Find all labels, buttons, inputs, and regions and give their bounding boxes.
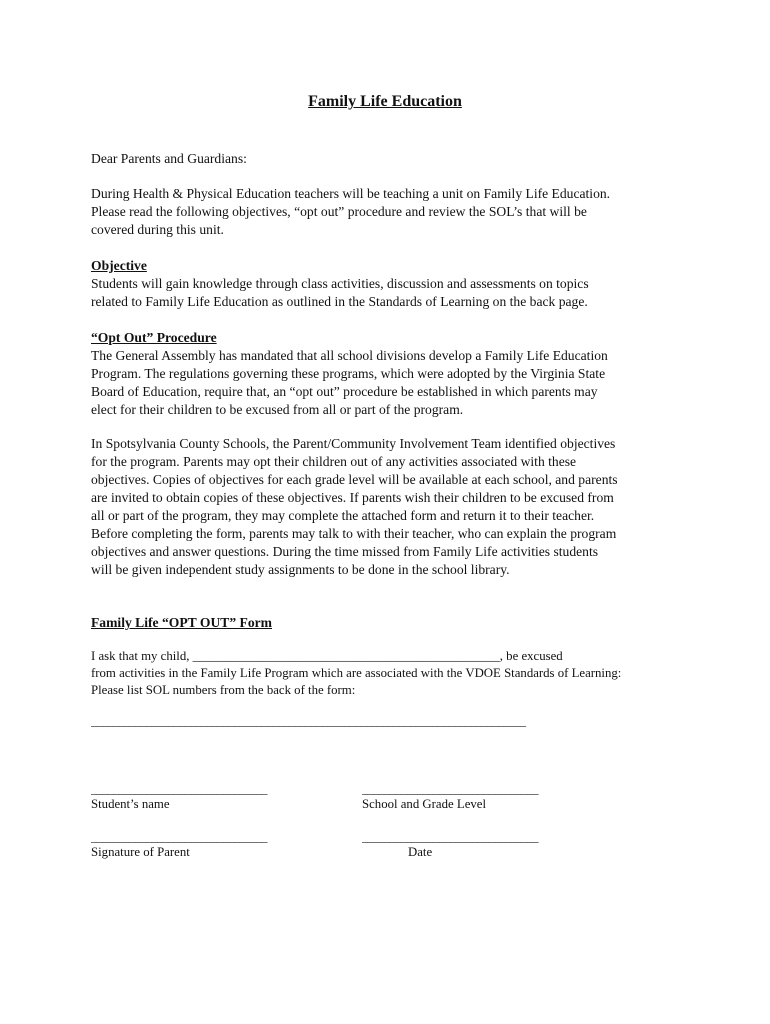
parent-signature-field[interactable]: ________________________________ (91, 830, 267, 844)
student-name-label: Student’s name (91, 797, 170, 811)
school-grade-label: School and Grade Level (362, 797, 487, 811)
opt-out-line: The General Assembly has mandated that all school divisions develop a Family Life Education (91, 348, 608, 363)
spotsylvania-line: objectives and answer questions. During the time missed from Family Life activities students (91, 544, 599, 559)
objective-line: related to Family Life Education as outlined in the Standards of Learning on the back page. (91, 294, 588, 309)
student-name-field[interactable]: ________________________________ (91, 782, 267, 796)
form-line: from activities in the Family Life Program which are associated with the VDOE Standards of Learning: (91, 666, 622, 680)
intro-line: covered during this unit. (91, 222, 224, 237)
school-grade-field[interactable]: ________________________________ (362, 782, 538, 796)
spotsylvania-line: for the program. Parents may opt their children out of any activities associated with these (91, 454, 577, 469)
opt-out-heading: “Opt Out” Procedure (91, 330, 217, 345)
opt-out-line: Program. The regulations governing these programs, which were adopted by the Virginia State (91, 366, 606, 381)
objective-section (91, 257, 691, 311)
spotsylvania-line: are invited to obtain copies of these objectives. If parents wish their children to be excused from (91, 490, 614, 505)
parent-signature-label: Signature of Parent (91, 845, 190, 859)
sol-numbers-field[interactable]: _______________________________________________________________________________ (91, 714, 526, 728)
form-line: I ask that my child, ________________________________________________, be excused (91, 649, 563, 663)
form-heading-block (91, 614, 691, 632)
spotsylvania-line: Before completing the form, parents may talk to with their teacher, who can explain the program (91, 526, 617, 541)
salutation: Dear Parents and Guardians: (91, 151, 247, 166)
date-field[interactable]: ________________________________ (362, 830, 538, 844)
spotsylvania-paragraph (91, 435, 691, 579)
form-line: Please list SOL numbers from the back of the form: (91, 683, 356, 697)
opt-out-line: elect for their children to be excused from all or part of the program. (91, 402, 464, 417)
intro-line: During Health & Physical Education teachers will be teaching a unit on Family Life Education. (91, 186, 611, 201)
document-title: Family Life Education (308, 93, 462, 110)
spotsylvania-line: In Spotsylvania County Schools, the Parent/Community Involvement Team identified objectives (91, 436, 616, 451)
objective-heading: Objective (91, 258, 147, 273)
spotsylvania-line: all or part of the program, they may complete the attached form and return it to their teacher. (91, 508, 595, 523)
intro-line: Please read the following objectives, “opt out” procedure and review the SOL’s that will be (91, 204, 587, 219)
spotsylvania-line: objectives. Copies of objectives for each grade level will be available at each school, and parents (91, 472, 618, 487)
spotsylvania-line: will be given independent study assignments to be done in the school library. (91, 562, 510, 577)
opt-out-section (91, 329, 691, 419)
form-heading: Family Life “OPT OUT” Form (91, 615, 272, 630)
date-label: Date (408, 845, 433, 859)
objective-line: Students will gain knowledge through class activities, discussion and assessments on topics (91, 276, 589, 291)
intro-paragraph (91, 185, 691, 239)
form-request (91, 648, 691, 699)
opt-out-line: Board of Education, require that, an “opt out” procedure be established in which parents may (91, 384, 598, 399)
